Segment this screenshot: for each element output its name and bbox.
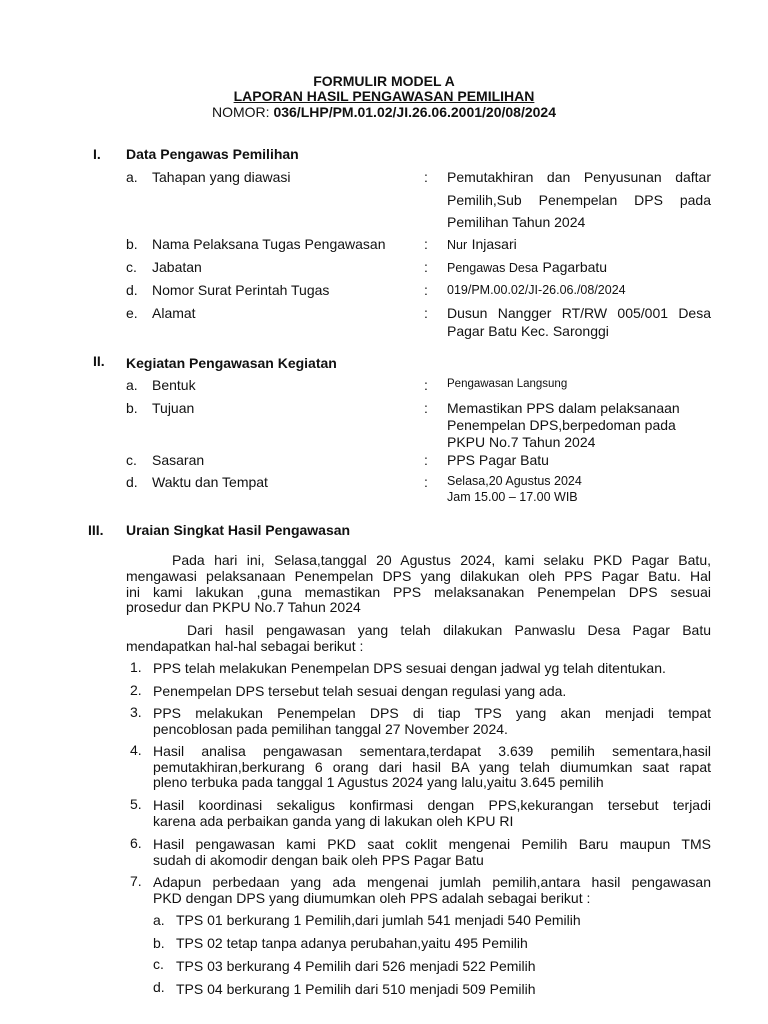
- s1-d-label: Nomor Surat Perintah Tugas: [152, 282, 330, 298]
- s1-e-letter: e.: [126, 305, 138, 321]
- s2-b-value-line1: Memastikan PPS dalam pelaksanaan: [447, 400, 680, 416]
- s1-a-letter: a.: [126, 169, 138, 185]
- tps-a-letter: a.: [153, 912, 165, 928]
- s2-d-colon: :: [424, 474, 428, 490]
- tps-a-text: TPS 01 berkurang 1 Pemilih,dari jumlah 541 menjadi 540 Pemilih: [176, 912, 581, 928]
- s2-d-value-line2: Jam 15.00 – 17.00 WIB: [447, 490, 578, 504]
- s1-a-value-line1: Pemutakhiran dan Penyusunan daftar: [447, 169, 711, 185]
- s2-b-value-line2: Penempelan DPS,berpedoman pada: [447, 417, 676, 433]
- s1-e-colon: :: [424, 305, 428, 321]
- section1-title: Data Pengawas Pemilihan: [126, 146, 299, 162]
- para1-line2: mengawasi pelaksanaan Penempelan DPS yang dilakukan oleh PPS Pagar Batu. Hal: [126, 568, 711, 584]
- s1-b-colon: :: [424, 236, 428, 252]
- s1-c-label: Jabatan: [152, 259, 202, 275]
- s1-e-value-line1: Dusun Nangger RT/RW 005/001 Desa: [447, 305, 711, 321]
- finding-4-line3: pleno terbuka pada tanggal 1 Agustus 2024 yang lalu,yaitu 3.645 pemilih: [153, 774, 604, 790]
- s1-a-label: Tahapan yang diawasi: [152, 169, 291, 185]
- finding-3-number: 3.: [130, 704, 142, 720]
- para2-line2: mendapatkan hal-hal sebagai berikut :: [126, 638, 364, 654]
- s1-b-value-prefix: Nur: [447, 238, 468, 252]
- section2-number: II.: [93, 353, 105, 369]
- finding-4-number: 4.: [130, 742, 142, 758]
- finding-4-line2: pemutakhiran,berkurang 6 orang dari hasil BA yang telah diumumkan saat rapat: [153, 759, 711, 775]
- tps-d-text: TPS 04 berkurang 1 Pemilih dari 510 menjadi 509 Pemilih: [176, 981, 536, 997]
- section3-title: Uraian Singkat Hasil Pengawasan: [126, 522, 351, 538]
- finding-1-number: 1.: [130, 659, 142, 675]
- finding-1-line1: PPS telah melakukan Penempelan DPS sesuai dengan jadwal yg telah ditentukan.: [153, 660, 666, 676]
- tps-c-text: TPS 03 berkurang 4 Pemilih dari 526 menjadi 522 Pemilih: [176, 958, 536, 974]
- nomor-label: NOMOR:: [212, 104, 270, 120]
- s1-c-value: [447, 259, 607, 277]
- s2-a-letter: a.: [126, 377, 138, 393]
- finding-5-number: 5.: [130, 796, 142, 812]
- finding-6-number: 6.: [130, 835, 142, 851]
- tps-b-letter: b.: [153, 935, 165, 951]
- s2-b-value-line3: PKPU No.7 Tahun 2024: [447, 434, 596, 450]
- s2-b-letter: b.: [126, 400, 138, 416]
- form-title: FORMULIR MODEL A: [313, 73, 455, 89]
- para2-line1: Dari hasil pengawasan yang telah dilakukan Panwaslu Desa Pagar Batu: [187, 622, 711, 638]
- section1-number: I.: [93, 146, 101, 162]
- finding-3-line2: pencoblosan pada pemilihan tanggal 27 November 2024.: [153, 721, 508, 737]
- s1-b-value-main: Injasari: [471, 236, 517, 252]
- para1-line3: ini kami lakukan ,guna memastikan PPS melaksanakan Penempelan DPS sesuai: [126, 584, 711, 600]
- para1-line1: Pada hari ini, Selasa,tanggal 20 Agustus 2024, kami selaku PKD Pagar Batu,: [172, 552, 711, 568]
- s2-c-letter: c.: [126, 452, 137, 468]
- s1-c-value-prefix: Pengawas Desa: [447, 261, 539, 275]
- tps-c-letter: c.: [153, 956, 164, 972]
- finding-7-line1: Adapun perbedaan yang ada mengenai jumlah pemilih,antara hasil pengawasan: [153, 874, 711, 890]
- finding-2-line1: Penempelan DPS tersebut telah sesuai dengan regulasi yang ada.: [153, 683, 567, 699]
- s1-c-value-main: Pagarbatu: [542, 259, 608, 275]
- report-title: LAPORAN HASIL PENGAWASAN PEMILIHAN: [233, 88, 535, 104]
- s1-b-letter: b.: [126, 236, 138, 252]
- report-number: [0, 104, 768, 120]
- s2-a-label: Bentuk: [152, 377, 196, 393]
- s1-d-value: 019/PM.00.02/JI-26.06./08/2024: [447, 283, 626, 297]
- s2-c-value: PPS Pagar Batu: [447, 452, 549, 468]
- nomor-value: 036/LHP/PM.01.02/JI.26.06.2001/20/08/2024: [273, 104, 556, 120]
- finding-5-line2: karena ada perbaikan ganda yang di lakukan oleh KPU RI: [153, 813, 514, 829]
- finding-5-line1: Hasil koordinasi sekaligus konfirmasi dengan PPS,kekurangan tersebut terjadi: [153, 797, 711, 813]
- section3-number: III.: [88, 522, 104, 538]
- s1-e-label: Alamat: [152, 305, 196, 321]
- finding-7-line2: PKD dengan DPS yang diumumkan oleh PPS adalah sebagai berikut :: [153, 890, 591, 906]
- s2-b-colon: :: [424, 400, 428, 416]
- s2-a-value: Pengawasan Langsung: [447, 378, 568, 390]
- para1-line4: prosedur dan PKPU No.7 Tahun 2024: [126, 599, 361, 615]
- s2-c-label: Sasaran: [152, 452, 205, 468]
- s2-b-label: Tujuan: [152, 400, 195, 416]
- finding-2-number: 2.: [130, 682, 142, 698]
- section2-title: Kegiatan Pengawasan Kegiatan: [126, 355, 337, 371]
- s1-c-colon: :: [424, 259, 428, 275]
- s1-b-label: Nama Pelaksana Tugas Pengawasan: [152, 236, 386, 252]
- s1-d-letter: d.: [126, 282, 138, 298]
- s1-b-value: [447, 236, 517, 254]
- s1-a-value-line3: Pemilihan Tahun 2024: [447, 214, 586, 230]
- finding-4-line1: Hasil analisa pengawasan sementara,terdapat 3.639 pemilih sementara,hasil: [153, 743, 711, 759]
- s1-e-value-line2: Pagar Batu Kec. Saronggi: [447, 323, 609, 339]
- s1-d-colon: :: [424, 282, 428, 298]
- s2-c-colon: :: [424, 452, 428, 468]
- tps-b-text: TPS 02 tetap tanpa adanya perubahan,yaitu 495 Pemilih: [176, 935, 528, 951]
- s2-a-colon: :: [424, 377, 428, 393]
- s2-d-letter: d.: [126, 474, 138, 490]
- finding-6-line2: sudah di akomodir dengan baik oleh PPS Pagar Batu: [153, 852, 484, 868]
- s1-a-value-line2: Pemilih,Sub Penempelan DPS pada: [447, 192, 711, 208]
- s2-d-value-line1: Selasa,20 Agustus 2024: [447, 474, 582, 488]
- finding-7-number: 7.: [130, 873, 142, 889]
- tps-d-letter: d.: [153, 979, 165, 995]
- s1-c-letter: c.: [126, 259, 137, 275]
- finding-6-line1: Hasil pengawasan kami PKD saat coklit mengenai Pemilih Baru maupun TMS: [153, 836, 711, 852]
- s1-a-colon: :: [424, 169, 428, 185]
- finding-3-line1: PPS melakukan Penempelan DPS di tiap TPS yang akan menjadi tempat: [153, 705, 711, 721]
- s2-d-label: Waktu dan Tempat: [152, 474, 268, 490]
